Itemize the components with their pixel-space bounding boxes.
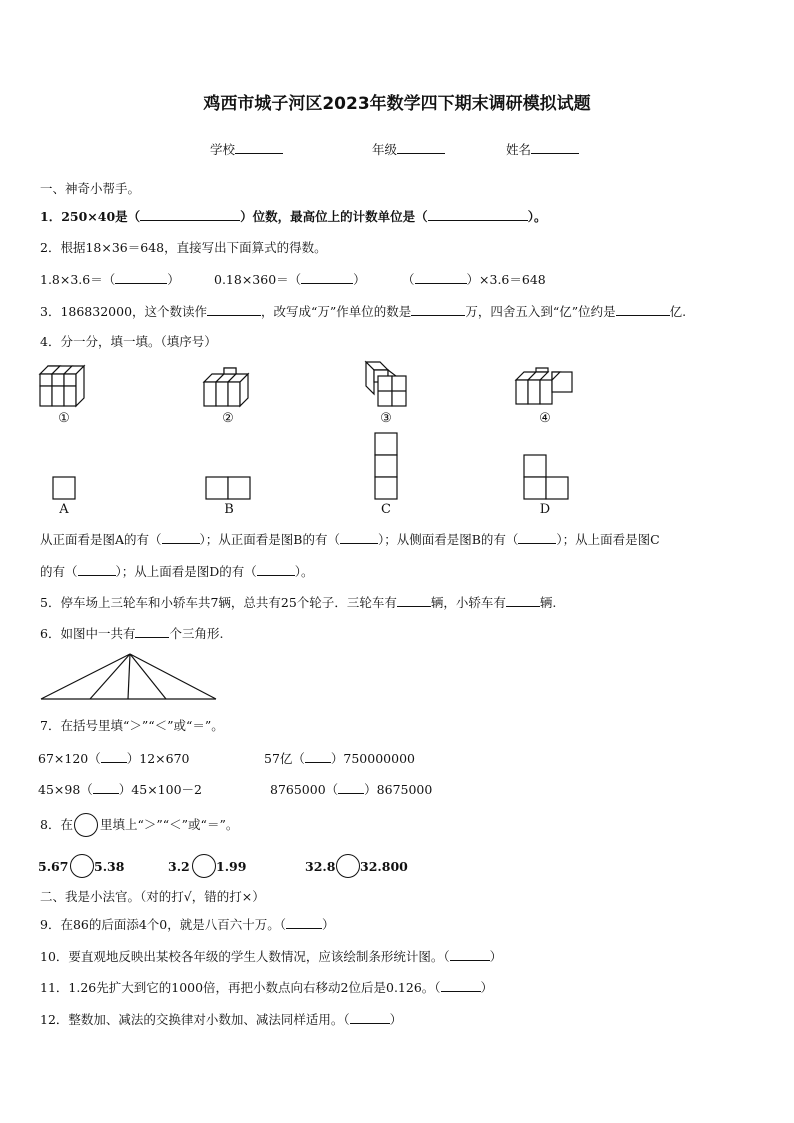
view-figure-d: [523, 454, 571, 502]
compare-circle[interactable]: [70, 854, 94, 878]
question-2: 2．根据18×36＝648，直接写出下面算式的得数。: [40, 240, 327, 255]
answer-blank[interactable]: [415, 271, 467, 284]
section-2-heading: 二、我是小法官。（对的打√，错的打×）: [40, 889, 265, 904]
answer-blank[interactable]: [115, 271, 167, 284]
question-6: 6．如图中一共有 个三角形.: [40, 626, 224, 641]
q2-item-b: 0.18×360＝（ ）: [214, 272, 366, 287]
school-field[interactable]: [210, 141, 283, 158]
question-12: 12．整数加、减法的交换律对小数加、减法同样适用。（ ）: [40, 1012, 403, 1027]
question-7: 7．在括号里填“＞”“＜”或“＝”。: [40, 718, 224, 733]
q7-row1-left: 67×120（ ）12×670: [38, 751, 190, 766]
q8-item-1-left: 5.67: [38, 859, 69, 874]
solid-figure-1: [38, 366, 98, 408]
school-label: 学校: [210, 142, 236, 157]
question-3: 3．186832000，这个数读作 ，改写成“万”作单位的数是 万，四舍五入到“亿”位约是 亿.: [40, 304, 687, 319]
answer-blank[interactable]: [207, 303, 261, 316]
answer-blank[interactable]: [286, 916, 322, 929]
question-8: 里填上“＞”“＜”或“＝”。: [100, 817, 239, 832]
name-field[interactable]: [506, 141, 579, 158]
view-label-d: D: [539, 502, 551, 517]
q4-line-1: 从正面看是图A的有（ ）；从正面看是图B的有（ ）；从侧面看是图B的有（ ）；从上面看是图C: [40, 532, 660, 547]
solid-figure-2: [202, 368, 262, 408]
answer-blank[interactable]: [450, 948, 490, 961]
q8-item-3-left: 32.8: [305, 859, 336, 874]
question-11: 11．1.26先扩大到它的1000倍，再把小数点向右移动2位后是0.126。（ ）: [40, 980, 494, 995]
question-5: 5．停车场上三轮车和小轿车共7辆，总共有25个轮子．三轮车有 辆，小轿车有 辆.: [40, 595, 557, 610]
answer-blank[interactable]: [135, 625, 169, 638]
answer-blank[interactable]: [93, 781, 119, 794]
name-label: 姓名: [506, 142, 532, 157]
answer-blank[interactable]: [518, 531, 556, 544]
q4-line-2: 的有（ ）；从上面看是图D的有（ ）。: [40, 564, 314, 579]
question-10: 10．要直观地反映出某校各年级的学生人数情况，应该绘制条形统计图。（ ）: [40, 949, 503, 964]
q2-item-a: 1.8×3.6＝（ ）: [40, 272, 180, 287]
solid-figure-4: [514, 368, 580, 408]
q7-row2-left: 45×98（ ）45×100－2: [38, 782, 202, 797]
page-title: 鸡西市城子河区2023年数学四下期末调研模拟试题: [203, 94, 591, 114]
solid-label-1: ①: [58, 411, 70, 426]
answer-blank[interactable]: [338, 781, 364, 794]
question-4: 4．分一分，填一填。（填序号）: [40, 334, 217, 349]
section-1-heading: 一、神奇小帮手。: [40, 181, 141, 196]
answer-blank[interactable]: [616, 303, 670, 316]
compare-circle[interactable]: [192, 854, 216, 878]
compare-circle[interactable]: [74, 813, 98, 837]
q8-item-1-right: 5.38: [94, 859, 125, 874]
q8-item-3-right: 32.800: [360, 859, 408, 874]
view-figure-c: [374, 432, 400, 502]
answer-blank[interactable]: [397, 594, 431, 607]
answer-blank[interactable]: [340, 531, 378, 544]
answer-blank[interactable]: [257, 563, 295, 576]
question-8-prefix: 8．在: [40, 817, 73, 832]
q8-item-2-right: 1.99: [216, 859, 247, 874]
q7-row1-right: 57亿（ ）750000000: [264, 751, 415, 766]
q8-item-2-left: 3.2: [168, 859, 190, 874]
answer-blank[interactable]: [411, 303, 465, 316]
view-figure-a: [52, 476, 78, 500]
solid-label-4: ④: [539, 411, 551, 426]
question-9: 9．在86的后面添4个0，就是八百六十万。（ ）: [40, 917, 335, 932]
answer-blank[interactable]: [301, 271, 353, 284]
answer-blank[interactable]: [350, 1011, 390, 1024]
answer-blank[interactable]: [140, 208, 240, 221]
view-figure-b: [205, 476, 253, 500]
q7-row2-right: 8765000（ ）8675000: [270, 782, 433, 797]
answer-blank[interactable]: [506, 594, 540, 607]
solid-figure-3: [362, 362, 412, 410]
view-label-b: B: [224, 502, 234, 517]
grade-field[interactable]: [372, 141, 445, 158]
solid-label-3: ③: [380, 411, 392, 426]
view-label-c: C: [381, 502, 391, 517]
answer-blank[interactable]: [441, 979, 481, 992]
compare-circle[interactable]: [336, 854, 360, 878]
q2-item-c: （ ）×3.6＝648: [402, 272, 546, 287]
answer-blank[interactable]: [305, 750, 331, 763]
view-label-a: A: [59, 502, 69, 517]
triangle-figure: [40, 652, 220, 702]
question-1: 1．250×40是（ ）位数，最高位上的计数单位是（ ）。: [40, 209, 547, 224]
answer-blank[interactable]: [101, 750, 127, 763]
answer-blank[interactable]: [162, 531, 200, 544]
answer-blank[interactable]: [428, 208, 528, 221]
answer-blank[interactable]: [78, 563, 116, 576]
solid-label-2: ②: [222, 411, 234, 426]
grade-label: 年级: [372, 142, 398, 157]
